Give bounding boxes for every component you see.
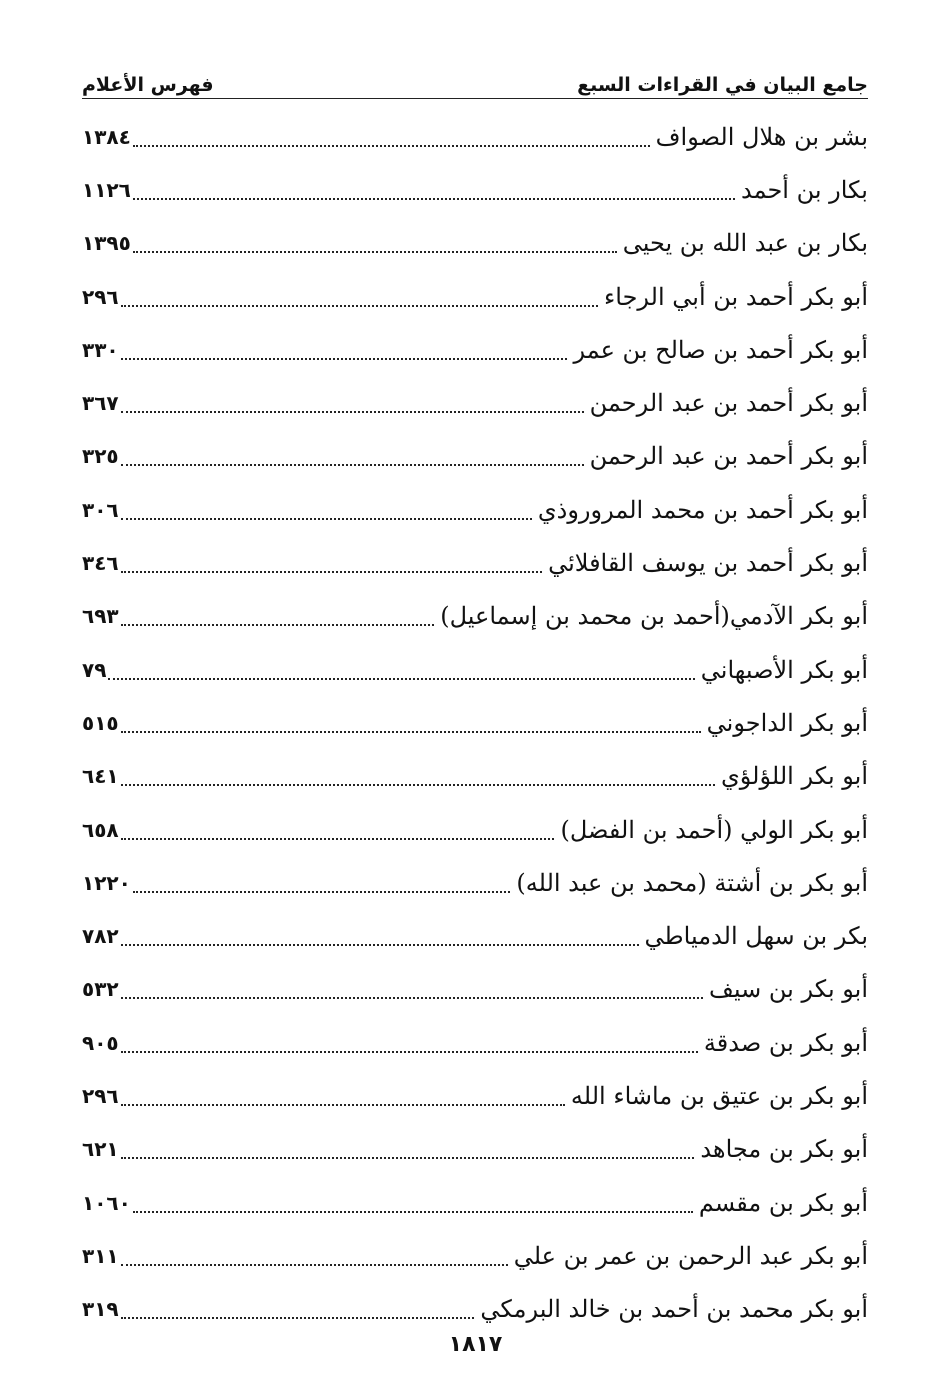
entry-name: أبو بكر الآدمي(أحمد بن محمد بن إسماعيل) (440, 602, 868, 631)
dot-leader (121, 1133, 695, 1159)
entry-page-number: ٧٩ (82, 657, 107, 682)
dot-leader (121, 973, 703, 999)
index-entries (82, 110, 868, 1336)
index-entry (82, 909, 868, 962)
dot-leader (121, 760, 715, 786)
entry-page-number: ٦٩٣ (82, 604, 119, 629)
dot-leader (133, 867, 511, 893)
entry-page-number: ٩٠٥ (82, 1030, 119, 1055)
index-entry (82, 696, 868, 749)
index-entry (82, 750, 868, 803)
entry-page-number: ٦٢١ (82, 1137, 119, 1162)
entry-name: بكر بن سهل الدمياطي (644, 922, 868, 951)
index-entry (82, 1229, 868, 1282)
index-entry (82, 323, 868, 376)
dot-leader (121, 1027, 698, 1053)
entry-page-number: ١٣٩٥ (82, 231, 131, 256)
entry-name: أبو بكر اللؤلؤي (721, 762, 868, 791)
entry-name: أبو بكر الداجوني (706, 708, 868, 737)
entry-name: أبو بكر أحمد بن محمد المروروذي (537, 495, 868, 524)
dot-leader (121, 334, 568, 360)
entry-page-number: ١٢٢٠ (82, 870, 131, 895)
entry-page-number: ٣١٩ (82, 1297, 119, 1322)
entry-name: بشر بن هلال الصواف (655, 122, 868, 151)
entry-name: أبو بكر أحمد بن عبد الرحمن (589, 389, 868, 418)
entry-name: أبو بكر بن مقسم (698, 1188, 868, 1217)
dot-leader (121, 440, 584, 466)
entry-name: أبو بكر الأصبهاني (700, 655, 868, 684)
entry-page-number: ٣٢٥ (82, 444, 119, 469)
index-entry (82, 483, 868, 536)
dot-leader (121, 920, 639, 946)
running-header (82, 62, 868, 96)
entry-name: أبو بكر أحمد بن أبي الرجاء (604, 282, 868, 311)
entry-page-number: ٢٩٦ (82, 1083, 119, 1108)
entry-page-number: ٣٣٠ (82, 337, 119, 362)
dot-leader (133, 121, 650, 147)
index-entry (82, 376, 868, 429)
dot-leader (121, 387, 584, 413)
entry-name: أبو بكر بن عتيق بن ماشاء الله (570, 1081, 868, 1110)
entry-page-number: ١٣٨٤ (82, 124, 131, 149)
entry-name: أبو بكر أحمد بن صالح بن عمر (573, 335, 868, 364)
dot-leader (121, 1240, 508, 1266)
header-rule (82, 98, 868, 99)
entry-name: أبو بكر محمد بن أحمد بن خالد البرمكي (480, 1295, 868, 1324)
entry-name: بكار بن عبد الله بن يحيى (622, 229, 868, 258)
index-entry (82, 1176, 868, 1229)
entry-page-number: ٣٠٦ (82, 497, 119, 522)
index-entry (82, 1283, 868, 1336)
entry-name: أبو بكر أحمد بن يوسف القافلائي (548, 549, 868, 578)
entry-page-number: ٦٥٨ (82, 817, 119, 842)
index-entry (82, 163, 868, 216)
dot-leader (121, 814, 555, 840)
index-entry (82, 430, 868, 483)
entry-page-number: ٣١١ (82, 1243, 119, 1268)
entry-page-number: ٣٦٧ (82, 391, 119, 416)
entry-page-number: ٧٨٢ (82, 924, 119, 949)
index-entry (82, 856, 868, 909)
dot-leader (133, 1187, 693, 1213)
entry-name: أبو بكر بن سيف (709, 975, 868, 1004)
index-entry (82, 110, 868, 163)
index-entry (82, 643, 868, 696)
index-entry (82, 217, 868, 270)
index-entry (82, 963, 868, 1016)
dot-leader (108, 654, 694, 680)
dot-leader (121, 1293, 475, 1319)
entry-name: بكار بن أحمد (740, 175, 868, 204)
entry-page-number: ٢٩٦ (82, 284, 119, 309)
entry-name: أبو بكر عبد الرحمن بن عمر بن علي (513, 1241, 868, 1270)
entry-name: أبو بكر أحمد بن عبد الرحمن (589, 442, 868, 471)
index-entry (82, 1016, 868, 1069)
book-title: جامع البيان في القراءات السبع (577, 74, 868, 96)
dot-leader (121, 281, 598, 307)
dot-leader (133, 174, 735, 200)
entry-page-number: ١٠٦٠ (82, 1190, 131, 1215)
entry-name: أبو بكر بن صدقة (703, 1028, 868, 1057)
page-number: ١٨١٧ (448, 1332, 503, 1357)
index-entry (82, 1069, 868, 1122)
entry-page-number: ٦٤١ (82, 764, 119, 789)
dot-leader (121, 600, 435, 626)
section-title: فهرس الأعلام (82, 74, 214, 96)
entry-page-number: ٣٤٦ (82, 551, 119, 576)
entry-page-number: ٥٣٢ (82, 977, 119, 1002)
dot-leader (121, 547, 542, 573)
index-entry (82, 1123, 868, 1176)
index-entry (82, 590, 868, 643)
entry-page-number: ١١٢٦ (82, 177, 131, 202)
index-entry (82, 536, 868, 589)
dot-leader (121, 707, 701, 733)
entry-name: أبو بكر بن أشتة (محمد بن عبد الله) (516, 868, 868, 897)
entry-page-number: ٥١٥ (82, 710, 119, 735)
index-entry (82, 803, 868, 856)
index-entry (82, 270, 868, 323)
entry-name: أبو بكر الولي (أحمد بن الفضل) (560, 815, 868, 844)
dot-leader (133, 227, 617, 253)
dot-leader (121, 1080, 565, 1106)
dot-leader (121, 494, 532, 520)
entry-name: أبو بكر بن مجاهد (700, 1135, 868, 1164)
